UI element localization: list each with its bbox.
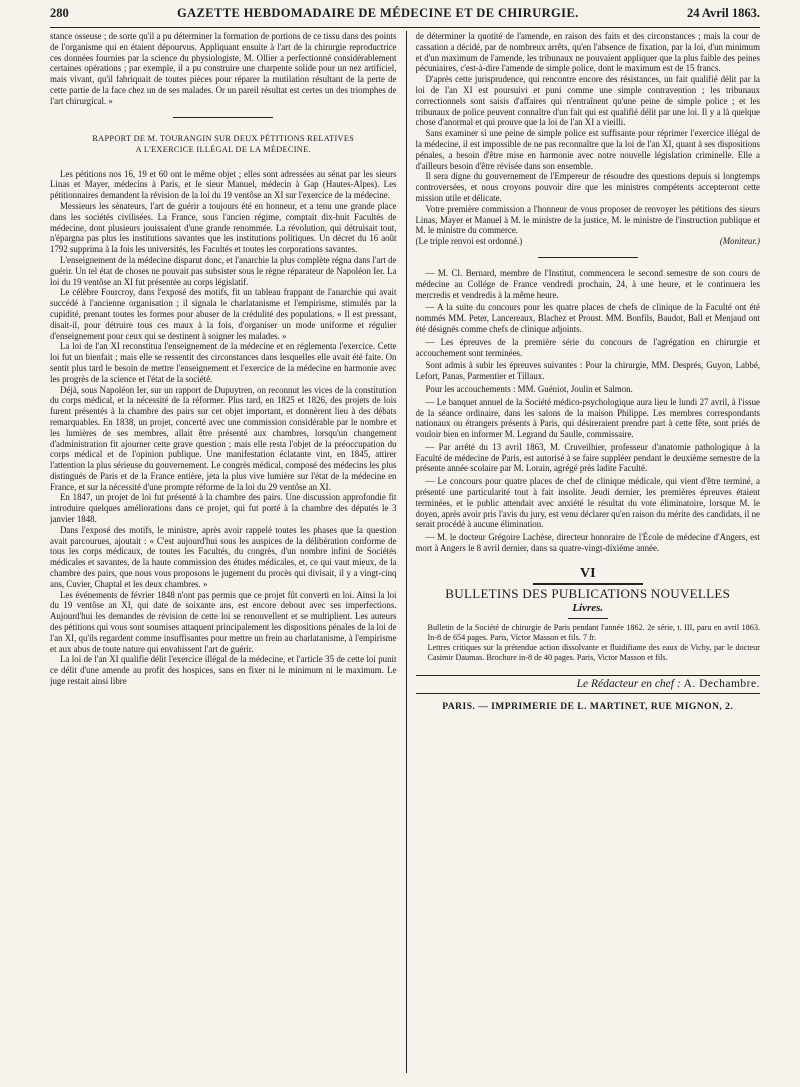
subsection-title: Livres. [572, 602, 604, 615]
paragraph: Votre première commission a l'honneur de vous proposer de renvoyer les pétitions des sieurs Linas, Mayer et Manuel à M. le ministre de la justice, M. le ministre de l'instruction publique et M. le ministre du commerce. [415, 203, 760, 236]
right-column [416, 31, 761, 1073]
news-items [416, 268, 761, 554]
paragraph: Les événements de février 1848 n'ont pas permis que ce projet fût converti en loi. Ainsi la loi du 19 ventôse an XI, qui date de soixante ans, est encore debout avec ses imperfections. Aujourd'hui les demandes de révision de cette loi se renouvellent et se multiplient. Les auteurs des pétitions qui vous sont soumises attaquent principalement les dispositions pénales de la loi de l'an XI, qu'ils regardent comme insuffisantes pour mettre un frein au charlatanisme, à l'empirisme et aux abus de toute nature qui envahissent l'art de guérir. [50, 589, 397, 654]
news-item: — Le concours pour quatre places de chef de clinique médicale, qui vient d'être terminé, a présenté une particularité tout à fait insolite. Jeudi dernier, les premières épreuves étaient terminées, et le public attendait avec anxiété le résultat du vote éliminatoire, lorsque M. le doyen, après avoir pris l'avis du jury, est venu déclarer qu'en raison du mérite des candidats, il ne serait procédé à aucune élimination. [415, 476, 760, 530]
source-credit: (Moniteur.) [719, 236, 760, 247]
paragraph: Messieurs les sénateurs, l'art de guérir a toujours été en honneur, et a tenu une grande place dans les sociétés civilisées. La France, sous l'ancien régime, comptait dix-huit Facultés de médecine, dont plusieurs jouissaient d'une grande renommée. La révolution, qui détruisait tout, n'épargna pas plus les institutions savantes que les institutions politiques. Un décret du 16 août 1792 supprima à la fois les universités, les Facultés et toutes les corporations savantes. [50, 200, 397, 255]
bibliography [416, 623, 761, 663]
news-item: Sont admis à subir les épreuves suivantes : Pour la chirurgie, MM. Després, Guyon, Labbé, Lefort, Panas, Parmentier et Tillaux. [415, 360, 760, 382]
renvoi-line [416, 236, 761, 247]
divider [173, 117, 273, 118]
news-item: — A la suite du concours pour les quatre places de chefs de clinique de la Faculté ont été nommés MM. Peter, Lancereaux, Blachez et Proust. MM. Bonfils, Baudot, Ball et Menjaud ont été désignés comme chefs de clinique adjoints. [415, 302, 760, 334]
paragraph: L'enseignement de la médecine disparut donc, et l'anarchie la plus complète régna dans l'art de guérir. Un tel état de choses ne pouvait pas subsister sous le règne réparateur de Napoléon Ier. La loi du 19 ventôse an XI fut présentée au corps législatif. [50, 254, 397, 287]
intro-paragraph: stance osseuse ; de sorte qu'il a pu déterminer la formation de portions de ce tissu dans des points de l'organisme qui en étaient dépourvus. Appliquant ensuite à l'art de la chirurgie reproductrice ces données fournies par la science du physiologiste, M. Ollier a perfectionné considérablement certaines opérations ; par exemple, il a pu construire une charpente solide pour un nez artificiel, mais vivant, qu'il fabriquait de toutes pièces pour réparer la mutilation résultant de la perte de cette partie de la face chez un de ses malades. Or un pareil résultat est certes un des triomphes de l'art chirurgical. » [50, 31, 397, 106]
paragraph: Les pétitions nos 16, 19 et 60 ont le même objet ; elles sont adressées au sénat par les sieurs Linas et Mayer, médecins à Paris, et le sieur Manuel, médecin à Gap (Hautes-Alpes). Les pétitionnaires demandent la révision de la loi du 19 ventôse an XI sur l'exercice de la médecine. [50, 168, 397, 201]
issue-date: 24 Avril 1863. [686, 6, 760, 20]
paragraph: D'après cette jurisprudence, qui rencontre encore des résistances, un fait qualifié délit par la loi de l'an XI est poursuivi et puni comme une simple contravention ; les tribunaux correctionnels sont saisis d'affaires qui n'entraînent qu'une peine de simple police ; et les tribunaux de police peuvent connaître d'un fait qui est qualifié délit par une loi. Il y a là quelque chose d'anormal et qui prouve que la loi de l'an XI a vieilli. [415, 74, 760, 128]
journal-title: GAZETTE HEBDOMADAIRE DE MÉDECINE ET DE CHIRURGIE. [176, 6, 579, 20]
rapport-title-line-1: RAPPORT DE M. TOURANGIN SUR DEUX PÉTITIONS RELATIVES [92, 133, 355, 143]
news-item: — M. Cl. Bernard, membre de l'Institut, commencera le second semestre de son cours de médecine au Collége de France vendredi prochain, 24, à une heure, et le continuera les mercredis et vendredis à la même heure. [415, 267, 760, 300]
news-item: — Les épreuves de la première série du concours de l'agrégation en chirurgie et accouchement sont terminées. [415, 336, 760, 358]
editor-label: Le Rédacteur en chef : [576, 678, 681, 691]
page-header [50, 0, 760, 28]
rapport-title-line-2: A L'EXERCICE ILLÉGAL DE LA MÉDECINE. [135, 144, 311, 154]
editor-name: A. Dechambre. [683, 678, 760, 691]
section-rule [533, 583, 643, 585]
news-item: — Le banquet annuel de la Société médico-psychologique aura lieu le lundi 27 avril, à l'issue de la séance ordinaire, dans les salons de la maison Philippe. Les membres correspondants nationaux ou étrangers présents à Paris, qui désireraient prendre part à cette fête, sont priés de vouloir bien en informer M. Legrand du Saulle, commissaire. [415, 396, 760, 440]
renvoi-text: (Le triple renvoi est ordonné.) [415, 236, 523, 247]
paragraph: La loi de l'an XI reconstitua l'enseignement de la médecine et en réglementa l'exercice. Cette loi fut un bienfait ; mais elle se ressentit des circonstances dans lesquelles elle avait été faite. On sentit plus tard le besoin de mettre l'enseignement et l'exercice de la médecine en harmonie avec les progrès de la science et l'état de la société. [50, 341, 397, 384]
editor-signature [416, 675, 761, 694]
paragraph: Il sera digne du gouvernement de l'Empereur de résoudre des questions depuis si longtemps controversées, et nous croyons pouvoir dire que les ministres compétents accepteront cette mission utile et délicate. [415, 171, 760, 203]
printer-line: PARIS. — IMPRIMERIE DE L. MARTINET, RUE MIGNON, 2. [442, 702, 734, 713]
column-rule [406, 31, 407, 1073]
section-number: VI [579, 565, 596, 581]
rapport-title [60, 133, 387, 155]
news-item: — Par arrêté du 13 avril 1863, M. Cruveilhier, professeur d'anatomie pathologique à la Faculté de médecine de Paris, est autorisé à se faire suppléer pendant le deuxième semestre de la présente année scolaire par M. Lorain, agrégé près ladite Faculté. [415, 441, 760, 474]
bibliography-entry: Bulletin de la Société de chirurgie de Paris pendant l'année 1862. 2e série, t. III, paru en avril 1863. In-8 de 654 pages. Paris, Victor Masson et fils. 7 fr. [427, 623, 760, 643]
left-column [50, 31, 397, 1073]
divider [568, 618, 608, 619]
news-item: Pour les accouchements : MM. Guéniot, Joulin et Salmon. [425, 383, 633, 394]
paragraph: Déjà, sous Napoléon Ier, sur un rapport de Dupuytren, on reconnut les vices de la constitution du corps médical, et la nécessité de la réformer. Plus tard, en 1825 et 1826, des projets de lois furent présentés à la chambre des pairs sur cet objet important, et donnèrent lieu à des débats remarquables. En 1838, un projet, concerté avec une commission considérable par le nombre et les lumières de ses membres, allait être présenté aux chambres, lorsqu'un changement d'administration fit ajourner cette grave question ; mais elle resta l'objet de la préoccupation du corps médical et de l'opinion publique. Une manifestation éclatante vint, en 1845, attirer l'attention la plus sérieuse du gouvernement. Le congrès médical, composé des médecins les plus distingués de Paris et de la France entière, jeta la plus vive lumière sur l'état de la médecine en France, et sur la nécessité d'une prompte réforme de la loi du 29 ventôse an XI. [50, 384, 397, 492]
paragraph: Le célèbre Fourcroy, dans l'exposé des motifs, fit un tableau frappant de l'anarchie qui avait succédé à l'ancienne organisation ; il signala le charlatanisme et l'empirisme, stimulés par la cupidité, prenant toutes les formes pour abuser de la crédulité des populations. « Il est pressant, disait-il, pour détruire tous ces maux à la fois, d'organiser un mode uniforme et régulier d'enseignement pour ceux qui se destinent à soigner les malades. » [50, 287, 397, 341]
paragraph: Dans l'exposé des motifs, le ministre, après avoir rappelé toutes les phases que la question avait parcourues, ajoutait : « C'est aujourd'hui sous les auspices de la délibération conforme de tous les corps médicaux, de toutes les Facultés, du congrès, d'un nombre infini de Sociétés médicales et savantes, de la haute commission des études médicales, et, ce qui vaut mieux, de la chambre des pairs, que nous vous proposons le jugement du procès qui divisait, il y a vingt-cinq ans, Cuvier, Chaptal et les deux chambres. » [50, 524, 397, 589]
paragraph: de déterminer la quotité de l'amende, en raison des faits et des circonstances ; mais la cour de cassation a décidé, par de nombreux arrêts, qu'en l'absence de fixation, par la loi, d'un minimum et d'un maximum de l'amende, les tribunaux ne pouvaient appliquer que la plus faible des peines pécuniaires, c'est-à-dire l'amende de simple police, dont le maximum est de 15 francs. [415, 31, 760, 74]
page-number: 280 [50, 6, 69, 20]
news-item: — M. le docteur Grégoire Lachèse, directeur honoraire de l'École de médecine d'Angers, est mort à Angers le 8 avril dernier, dans sa quatre-vingt-dixième année. [415, 532, 760, 554]
bibliography-entry: Lettres critiques sur la prétendue action dissolvante et fluidifiante des eaux de Vichy, par le docteur Casimir Daumas. Brochure in-8 de 40 pages. Paris, Victor Masson et fils. [427, 643, 760, 663]
section-title: BULLETINS DES PUBLICATIONS NOUVELLES [445, 585, 731, 601]
paragraph: La loi de l'an XI qualifie délit l'exercice illégal de la médecine, et l'article 35 de cette loi punit ce délit d'une amende au profit des hospices, sans en fixer ni le minimum ni le maximum. Le juge restait ainsi libre [50, 654, 397, 687]
paragraph: En 1847, un projet de loi fut présenté à la chambre des pairs. Une discussion approfondie fit introduire quelques améliorations dans ce projet, qui fut porté à la chambre des députés le 3 janvier 1848. [50, 492, 397, 525]
divider [538, 257, 638, 258]
paragraph: Sans examiner si une peine de simple police est suffisante pour réprimer l'exercice illégal de la médecine, il est impossible de ne pas reconnaître que la loi de l'an XI, quant à ses dispositions pénales, a besoin d'être mise en harmonie avec notre nouvelle législation criminelle. Elle a d'ailleurs besoin d'être révisée dans son ensemble. [415, 128, 760, 171]
